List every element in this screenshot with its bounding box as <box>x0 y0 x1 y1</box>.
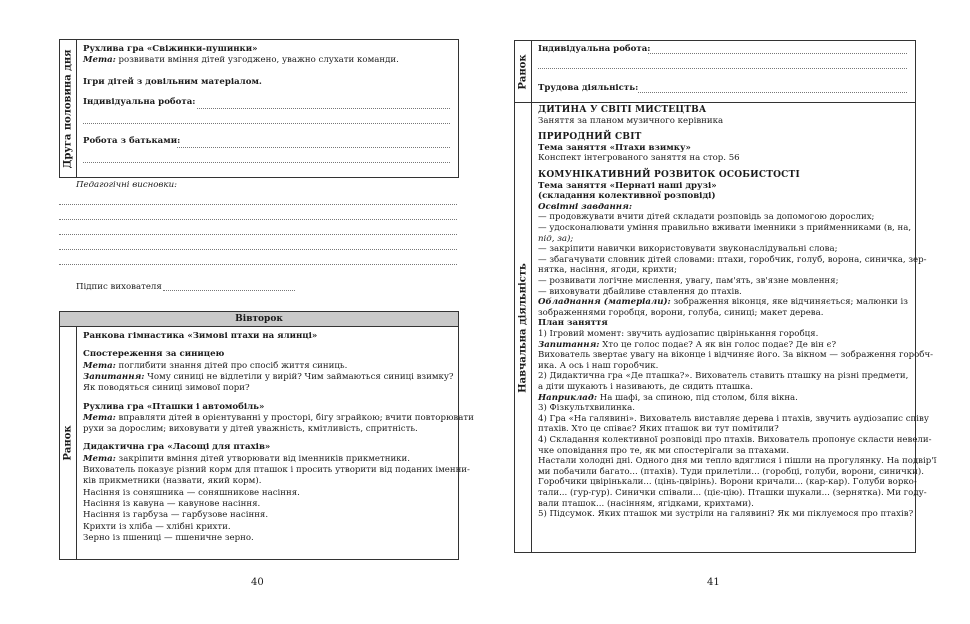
notes-line-2 <box>59 219 457 220</box>
text-line: чке оповідання про те, як ми спостерігали за птахами. <box>538 445 790 456</box>
text-line: ми побачили багато... (птахів). Туди прилетіли... (горобці, голуби, ворони, синички). <box>538 466 924 477</box>
parents-line-1 <box>177 147 450 148</box>
goal-label: Мета: <box>83 55 116 65</box>
lesson-side-label: Навчальна діяльність <box>517 262 529 393</box>
text-line: 4) Гра «На галявині». Вихователь виставляє дерева і птахів, звучить аудіозапис співу <box>538 413 929 424</box>
individual-line-2 <box>83 123 450 124</box>
text-line: ДИТИНА У СВІТІ МИСТЕЦТВА <box>538 105 707 115</box>
line-label: Запитання: <box>538 339 600 350</box>
tuesday-table <box>59 311 474 560</box>
line-text: поглибити знання дітей про спосіб життя синиць. <box>115 360 348 371</box>
text-line: зображеннями горобця, ворони, голуба, синиці; макет дерева. <box>538 307 824 318</box>
notes-line-4 <box>59 249 457 250</box>
line-text: Хто це голос подає? А як він голос подає? Де він є? <box>599 339 837 350</box>
text-line: Дидактична гра «Ласощі для птахів» <box>83 442 271 453</box>
text-line: Ранкова гімнастика «Зимові птахи на ялинці» <box>83 331 318 341</box>
line-label: Запитання: <box>83 371 145 382</box>
text-line <box>83 412 474 424</box>
text-line: Тема заняття «Пернаті наші друзі» <box>538 180 717 191</box>
text-line: — розвивати логічне мислення, увагу, пам'ять, зв'язне мовлення; <box>538 276 839 286</box>
text-line: — виховувати дбайливе ставлення до птахів. <box>538 286 742 297</box>
notes-label: Педагогічні висновки: <box>76 180 177 190</box>
text-line: Горобчики цвірінькали... (цінь-цвірінь). Ворони кричали... (кар-кар). Голуби ворко- <box>538 477 917 488</box>
text-line: Зерно із пшениці — пшеничне зерно. <box>83 532 254 543</box>
signature-line <box>163 290 295 291</box>
individual-work-label: Індивідуальна робота: <box>538 44 651 54</box>
text-line: 1) Ігровий момент: звучить аудіозапис цвірінькання горобця. <box>538 329 819 339</box>
text-line: вали пташок... (насінням, ягідками, крихтами). <box>538 498 754 509</box>
line-text: вправляти дітей в орієнтуванні у просторі, бігу зграйкою; вчити повторювати <box>115 412 474 423</box>
notes-line-3 <box>59 234 457 235</box>
text-line: План заняття <box>538 318 608 329</box>
text-line: Конспект інтегрованого заняття на стор. 56 <box>538 153 740 164</box>
page-number-right: 41 <box>707 577 720 588</box>
text-line: Вихователь звертає увагу на віконце і відчиняє його. За вікном — зображення горобч- <box>538 350 934 361</box>
text-line: тали... (гур-гур). Синички співали... (ціє-цію). Пташки шукали... (зернятка). Ми году- <box>538 488 927 498</box>
afternoon-table <box>59 39 459 178</box>
text-line: ків прикметники (назвати, який корм). <box>83 476 262 487</box>
parents-work-label: Робота з батьками: <box>83 136 181 146</box>
notes-line-1 <box>59 204 457 205</box>
individual-line-1 <box>197 108 450 109</box>
page-number-left: 40 <box>251 577 264 588</box>
parents-line-2 <box>83 162 450 163</box>
labor-line <box>638 92 907 93</box>
line-text: зображення віконця, яке відчиняється; малюнки із <box>670 297 908 308</box>
text-line: 2) Дидактична гра «Де пташка?». Вихователь ставить пташку на різні предмети, <box>538 371 909 382</box>
line-text: Чому синиці не відлетіли у вирій? Чим займаються синиці взимку? <box>144 371 454 382</box>
signature-label: Підпис вихователя <box>76 282 162 292</box>
text-line: Як поводяться синиці зимової пори? <box>83 383 250 394</box>
text-line <box>538 297 909 308</box>
game-title: Рухлива гра «Свіжинки-пушинки» <box>83 44 258 54</box>
game-goal <box>83 55 452 66</box>
text-line: рухи за дорослим; виховувати у дітей уважність, кмітливість, спритність. <box>83 424 418 435</box>
text-line: Освітні завдання: <box>538 201 633 212</box>
afternoon-content <box>77 40 458 177</box>
tuesday-side-label-cell <box>60 327 77 559</box>
text-line: 3) Фізкультхвилинка. <box>538 403 635 414</box>
text-line: а діти шукають і називають, де сидить пташка. <box>538 382 754 392</box>
text-line: Насіння із кавуна — кавунове насіння. <box>83 498 261 509</box>
tuesday-side-label: Ранок <box>62 425 74 461</box>
text-line: Насіння із гарбуза — гарбузове насіння. <box>83 510 269 521</box>
text-line: КОМУНІКАТИВНИЙ РОЗВИТОК ОСОБИСТОСТІ <box>538 170 800 180</box>
line-text: закріпити вміння дітей утворювати від іменників прикметники. <box>115 453 411 464</box>
line-label: Мета: <box>83 360 116 371</box>
text-line: Заняття за планом музичного керівника <box>538 115 724 126</box>
text-line: ПРИРОДНИЙ СВІТ <box>538 132 642 143</box>
text-line: Настали холодні дні. Одного дня ми тепло вдяглися і пішли на прогулянку. На подвір'ї <box>538 456 937 467</box>
free-play-label: Ігри дітей з довільним матеріалом. <box>83 77 262 87</box>
morning-table <box>514 40 916 103</box>
tuesday-header: Вівторок <box>60 312 458 327</box>
lesson-content <box>532 103 937 552</box>
text-line: Рухлива гра «Пташки і автомобіль» <box>83 401 265 412</box>
lesson-table <box>514 103 937 553</box>
text-line: під, за); <box>538 233 574 244</box>
text-line <box>83 361 452 372</box>
line-label: Обладнання (матеріали): <box>538 297 671 308</box>
text-line: Тема заняття «Птахи взимку» <box>538 142 691 153</box>
text-line: (складання колективної розповіді) <box>538 191 716 202</box>
morning-side-label-cell <box>515 41 532 102</box>
individual-work-label: Індивідуальна робота: <box>83 97 196 107</box>
text-line <box>83 372 452 383</box>
afternoon-side-label-cell <box>60 40 77 177</box>
text-line: — збагачувати словник дітей словами: птахи, горобчик, голуб, ворона, синичка, зер- <box>538 254 927 265</box>
text-line: 4) Складання колективної розповіді про птахів. Вихователь пропонує скласти невели- <box>538 435 932 445</box>
text-line: птахів. Хто це співає? Яких пташок ви тут помітили? <box>538 424 779 435</box>
tuesday-content <box>77 327 474 559</box>
lesson-side-label-cell <box>515 103 532 552</box>
text-line: нятка, насіння, ягоди, крихти; <box>538 265 678 276</box>
line-text: На шафі, за спиною, під столом, біля вікна. <box>597 392 798 403</box>
text-line: Насіння із соняшника — соняшникове насіння. <box>83 487 300 498</box>
text-line: Вихователь показує різний корм для пташок і просить утворити від поданих іменни- <box>83 465 470 475</box>
text-line: Спостереження за синицею <box>83 349 225 360</box>
line-label: Наприклад: <box>538 392 598 403</box>
right-page <box>485 0 970 624</box>
goal-text: розвивати вміння дітей узгоджено, уважно слухати команди. <box>115 55 399 65</box>
text-line: Крихти із хліба — хлібні крихти. <box>83 521 231 532</box>
afternoon-side-label: Друга половина дня <box>62 48 74 169</box>
text-line <box>538 393 909 404</box>
notes-line-5 <box>59 264 457 265</box>
line-label: Мета: <box>83 412 116 423</box>
text-line: — удосконалювати уміння правильно вживати іменники з прийменниками (в, на, <box>538 223 912 233</box>
text-line <box>538 340 909 351</box>
morning-side-label: Ранок <box>517 53 529 90</box>
text-line: — продовжувати вчити дітей складати розповідь за допомогою дорослих; <box>538 212 875 223</box>
morning-individual-line-2 <box>538 68 907 69</box>
morning-individual-line-1 <box>648 53 907 54</box>
text-line: 5) Підсумок. Яких пташок ми зустріли на галявині? Як ми піклуємося про птахів? <box>538 509 914 520</box>
text-line <box>83 454 452 465</box>
text-line: — закріпити навички використовувати звуконаслідувальні слова; <box>538 244 838 255</box>
labor-activity-label: Трудова діяльність: <box>538 83 639 93</box>
text-line: ика. А ось і наш горобчик. <box>538 360 659 371</box>
line-label: Мета: <box>83 453 116 464</box>
morning-content <box>532 41 915 102</box>
